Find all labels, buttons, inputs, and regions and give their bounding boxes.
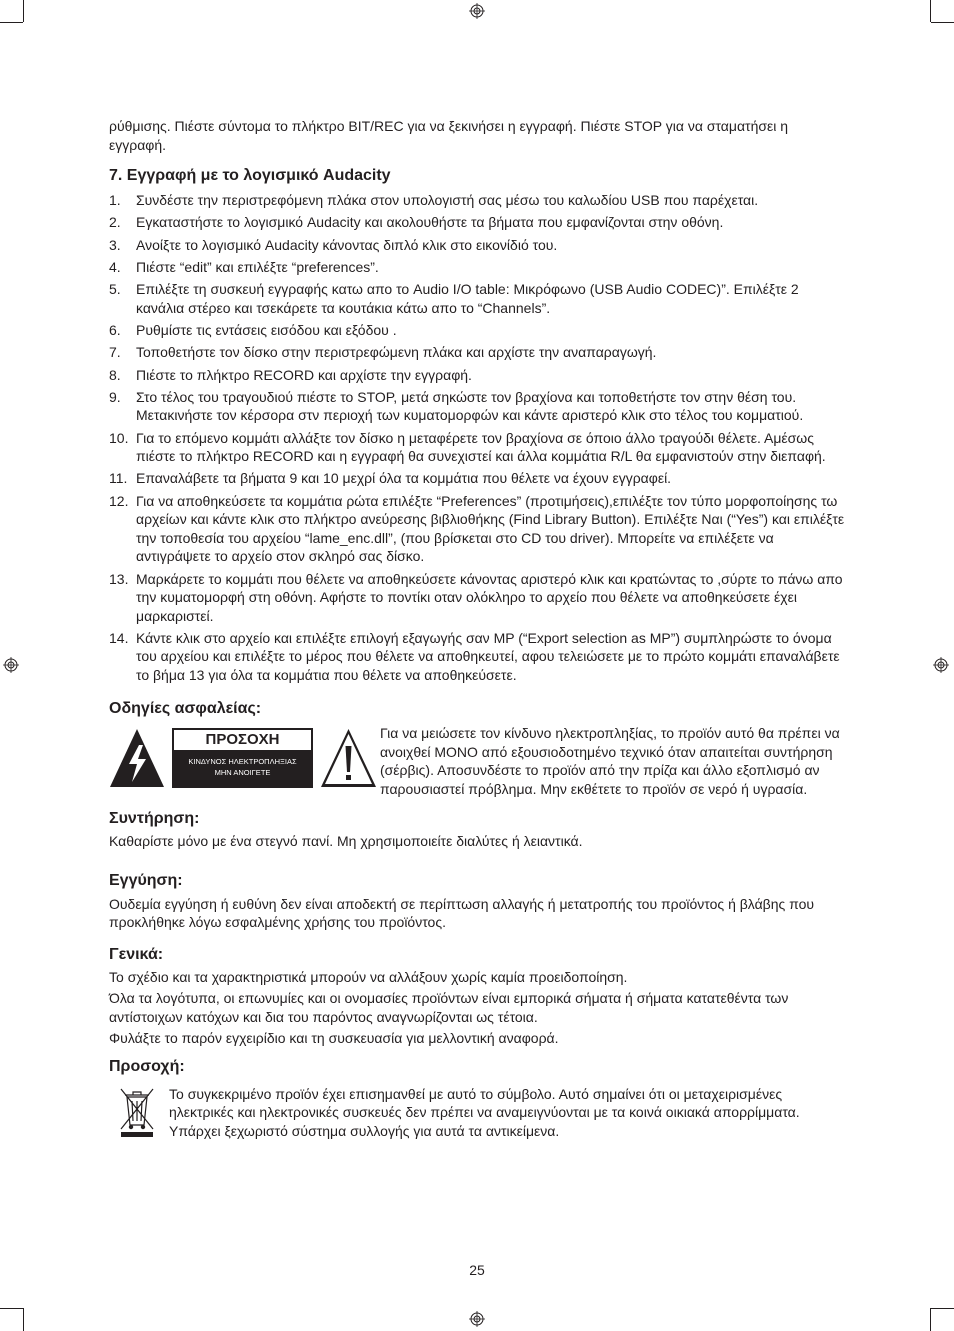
registration-mark-icon	[469, 3, 485, 19]
list-item: 8. Πιέστε το πλήκτρο RECORD και αρχίστε την εγγραφή.	[109, 366, 472, 383]
intro-paragraph: ρύθμισης. Πιέστε σύντομα το πλήκτρο BIT/REC για να ξεκινήσει η εγγραφή. Πιέστε STOP για να σταματήσει η εγγραφή.	[109, 118, 789, 153]
crop-mark-bottom-right-h	[931, 1308, 954, 1309]
list-item: 6. Ρυθμίστε τις εντάσεις εισόδου και εξόδου .	[109, 321, 397, 338]
safety-heading: Οδηγίες ασφαλείας:	[109, 700, 262, 718]
registration-mark-icon	[933, 657, 949, 673]
safety-section	[109, 724, 845, 798]
list-item: 13. Μαρκάρετε το κομμάτι που θέλετε να αποθηκεύσετε κάνοντας αριστερό κλικ και κρατώντας το ,σύρτε το πάνω απο την κυματομορφή στη οθόνη. Αφήστε το ποντίκι οταν ολόκληρο το αρχείο που θέλετε να αποθηκεύσετε έχει μαρκαριστεί.	[109, 570, 843, 624]
warranty-text: Ουδεμία εγγύηση ή ευθύνη δεν είναι αποδεκτή σε περίπτωση αλλαγής ή μετατροπής του προϊόντος ή βλάβης που προκλήθηκε λόγω εσφαλμένης χρήσης του προϊόντος.	[109, 895, 815, 931]
safety-text: Για να μειώσετε τον κίνδυνο ηλεκτροπληξίας, το προϊόν αυτό θα πρέπει να ανοιχθεί ΜΟΝΟ από εξουσιοδοτημένο τεχνικό όταν απαιτείται συντήρηση (σέρβις). Αποσυνδέστε το προϊόν από την πρίζα και άλλο εξοπλισμό αν παρουσιαστεί πρόβλημα. Μην εκθέτετε το προϊόν σε νερό ή υγρασία.	[380, 725, 840, 797]
crop-mark-bottom-left-h	[0, 1308, 23, 1309]
registration-mark-icon	[3, 657, 19, 673]
registration-mark-icon	[469, 1311, 485, 1327]
attention-text: Το συγκεκριμένο προϊόν έχει επισημανθεί με αυτό το σύμβολο. Αυτό σημαίνει ότι οι μεταχειρισμένες ηλεκτρικές και ηλεκτρονικές συσκευές δεν πρέπει να αναμειγνύονται με τα κοινά οικιακά απορρίμματα. Υπάρχει ξεχωριστό σύστημα συλλογής για αυτά τα αντικείμενα.	[169, 1085, 800, 1139]
list-item: 9. Στο τέλος του τραγουδιού πιέστε το STOP, μετά σηκώστε τον βραχίονα και τοποθετήστε τον στην θέση του. Μετακινήστε τον κέρσορα στν περιοχή των κυματομορφών και κάντε αριστερό κλικ στο τέλος του κομματιού.	[109, 388, 804, 424]
general-heading: Γενικά:	[109, 945, 164, 963]
weee-section	[109, 1085, 845, 1141]
general-text-2: Όλα τα λογότυπα, οι επωνυμίες και οι ονομασίες προϊόντων είναι εμπορικά σήματα ή σήματα κατατεθέντα των αντίστοιχων κατόχων και δια του παρόντος αναγνωρίζονται ως τέτοια.	[109, 990, 789, 1025]
list-item: 14. Κάντε κλικ στο αρχείο και επιλέξτε επιλογή εξαγωγής σαν MP (“Export selection as MP”) συμπληρώστε το όνομα του αρχείου και επιλέξτε το μέρος που θέλετε να αποθηκευτεί, αφου τελειώσετε με το πρώτο κομμάτι επαναλάβετε το βήμα 13 για όλα τα κομμάτια που θέλετε να αποθηκεύσετε.	[109, 629, 840, 683]
page-content	[109, 117, 845, 1140]
page-number: 25	[469, 1262, 485, 1278]
crop-mark-bottom-right-v	[930, 1308, 931, 1331]
crop-mark-top-left-h	[0, 22, 23, 23]
exclamation-warning-icon	[320, 728, 377, 788]
general-text-1: Το σχέδιο και τα χαρακτηριστικά μπορούν να αλλάξουν χωρίς καμία προειδοποίηση.	[109, 968, 628, 985]
list-item: 4. Πιέστε “edit” και επιλέξτε “preferences”.	[109, 258, 379, 275]
crop-mark-bottom-left-v	[23, 1308, 24, 1331]
warning-labels	[109, 728, 349, 790]
crop-mark-top-right-h	[931, 22, 954, 23]
attention-heading: Προσοχή:	[109, 1057, 185, 1075]
list-item: 1. Συνδέστε την περιστρεφόμενη πλάκα στον υπολογιστή σας μέσω του καλωδίου USB που παρέχεται.	[109, 192, 759, 208]
list-item: 12. Για να αποθηκεύσετε τα κομμάτια ρώτα επιλέξτε “Preferences” (προτιμήσεις),επιλέξτε τον τύπο μορφοποίησης τω αρχείων και κάντε κλικ στο πλήκτρο ανεύρεσης βιβλιοθήκης (Find Library Button). Επιλέξτε Ναι (“Yes”) και επιλέξτε την τοποθεσία του αρχείου “lame_enc.dll”, (που βρίσκεται στο CD του driver). Μπορείτε να επιλέξετε να αντιγράψετε το αρχείο στον σκληρό σας δίσκο.	[109, 492, 845, 565]
caution-title: ΠΡΟΣΟΧΗ	[174, 730, 311, 750]
maintenance-heading: Συντήρηση:	[109, 810, 200, 828]
list-item: 2. Εγκαταστήστε το λογισμικό Audacity και ακολουθήστε τα βήματα που εμφανίζονται στην οθόνη.	[109, 214, 724, 231]
warranty-heading: Εγγύηση:	[109, 871, 183, 889]
list-item: 10. Για το επόμενο κομμάτι αλλάξτε τον δίσκο η μεταφέρετε τον βραχίονα σε όποιο άλλο τραγούδι θέλετε. Αμέσως πιέστε το πλήκτρο RECORD και η εγγραφή θα συνεχιστεί και άλλα κομμάτια R/L θα εμφανιστούν στην διεπαφή.	[109, 429, 826, 465]
general-text-3: Φυλάξτε το παρόν εγχειρίδιο και τη συσκευασία για μελλοντική αναφορά.	[109, 1030, 559, 1047]
list-item: 5. Επιλέξτε τη συσκευή εγγραφής κατω απο το Audio I/O table: Μικρόφωνο (USB Audio CODEC)”. Επιλέξτε 2 κανάλια στέρεο και τσεκάρετε τα κουτάκια κάτω απο το “Channels”.	[109, 281, 799, 316]
crop-mark-top-left-v	[23, 0, 24, 22]
list-item: 3. Ανοίξτε το λογισμικό Audacity κάνοντας διπλό κλικ στο εικονίδιό του.	[109, 236, 558, 253]
caution-subtitle: ΚΙΝΔΥΝΟΣ ΗΛΕΚΤΡΟΠΛΗΞΙΑΣ ΜΗΝ ΑΝΟΙΓΕΤΕ	[188, 757, 297, 778]
maintenance-text: Καθαρίστε μόνο με ένα στεγνό πανί. Μη χρησιμοποιείτε διαλύτες ή λειαντικά.	[109, 833, 583, 850]
list-item: 7. Τοποθετήστε τον δίσκο στην περιστρεφώμενη πλάκα και αρχίστε την αναπαραγωγή.	[109, 344, 657, 361]
crop-mark-top-right-v	[930, 0, 931, 22]
caution-label	[172, 728, 313, 788]
audacity-heading: 7. Εγγραφή με το λογισμικό Audacity	[109, 167, 391, 184]
list-item: 11. Επαναλάβετε τα βήματα 9 και 10 μεχρί όλα τα κομμάτια που θέλετε να έχουν εγγραφεί.	[109, 470, 672, 487]
crossed-out-bin-icon	[119, 1087, 155, 1137]
lightning-warning-icon	[109, 728, 165, 788]
audacity-steps	[109, 191, 845, 684]
